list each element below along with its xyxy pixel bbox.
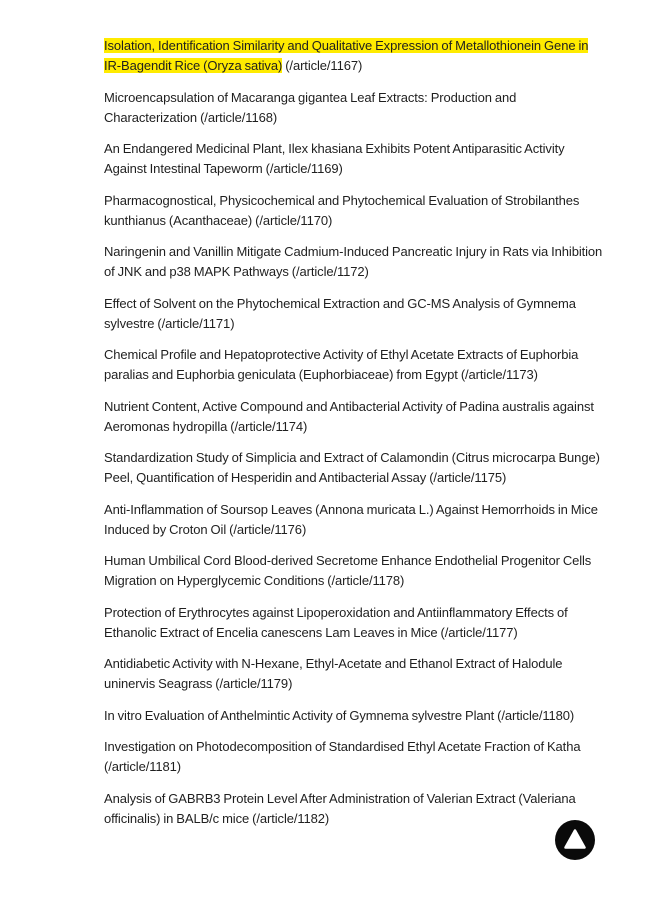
article-title[interactable]: Chemical Profile and Hepatoprotective Activity of Ethyl Acetate Extracts of Euphorbia paralias and Euphorbia geniculata (Euphorbiaceae) from Egypt bbox=[104, 347, 579, 382]
article-item-1176[interactable] bbox=[104, 500, 604, 540]
article-path[interactable]: (/article/1174) bbox=[230, 418, 308, 434]
article-path[interactable]: (/article/1181) bbox=[104, 759, 182, 774]
article-path[interactable]: (/article/1180) bbox=[497, 707, 575, 723]
article-title[interactable]: Human Umbilical Cord Blood-derived Secretome Enhance Endothelial Progenitor Cells Migration on Hyperglycemic Conditions bbox=[104, 553, 592, 588]
article-item-1178[interactable] bbox=[104, 551, 604, 591]
article-link[interactable] bbox=[104, 347, 578, 382]
article-link[interactable] bbox=[104, 296, 576, 331]
article-path[interactable]: (/article/1169) bbox=[265, 161, 343, 176]
article-path[interactable]: (/article/1167) bbox=[285, 58, 363, 73]
article-item-1175[interactable] bbox=[104, 448, 604, 488]
article-link[interactable] bbox=[104, 739, 580, 774]
article-path[interactable]: (/article/1175) bbox=[429, 470, 507, 485]
article-title[interactable]: Anti-Inflammation of Soursop Leaves (Annona muricata L.) Against Hemorrhoids in Mice Induced by Croton Oil bbox=[104, 501, 598, 537]
article-title[interactable]: Naringenin and Vanillin Mitigate Cadmium-Induced Pancreatic Injury in Rats via Inhibition of JNK and p38 MAPK Pathways bbox=[104, 244, 603, 279]
article-item-1182[interactable] bbox=[104, 789, 604, 829]
article-link[interactable] bbox=[104, 656, 562, 691]
article-link[interactable] bbox=[104, 605, 568, 640]
article-path[interactable]: (/article/1168) bbox=[200, 109, 278, 125]
article-item-1173[interactable] bbox=[104, 345, 604, 385]
article-link[interactable] bbox=[104, 791, 576, 826]
article-item-1180[interactable] bbox=[104, 706, 604, 726]
article-title[interactable]: Investigation on Photodecomposition of Standardised Ethyl Acetate Fraction of Katha bbox=[104, 739, 581, 754]
article-title[interactable]: Antidiabetic Activity with N-Hexane, Ethyl-Acetate and Ethanol Extract of Halodule uninervis Seagrass bbox=[104, 656, 563, 691]
article-path[interactable]: (/article/1172) bbox=[291, 264, 369, 279]
article-link[interactable] bbox=[104, 708, 574, 723]
article-link[interactable] bbox=[104, 502, 598, 537]
article-path[interactable]: (/article/1171) bbox=[157, 315, 235, 331]
article-link[interactable] bbox=[104, 90, 516, 125]
article-title[interactable]: An Endangered Medicinal Plant, Ilex khasiana Exhibits Potent Antiparasitic Activity Against Intestinal Tapeworm bbox=[104, 141, 565, 176]
scroll-to-top-button[interactable] bbox=[555, 820, 595, 860]
article-item-1174[interactable] bbox=[104, 397, 604, 437]
triangle-up-icon bbox=[555, 820, 595, 860]
article-title[interactable]: Effect of Solvent on the Phytochemical Extraction and GC-MS Analysis of Gymnema sylvestre bbox=[104, 295, 576, 331]
article-path[interactable]: (/article/1173) bbox=[460, 367, 538, 382]
article-item-1168[interactable] bbox=[104, 88, 604, 128]
article-path[interactable]: (/article/1170) bbox=[255, 212, 333, 228]
article-item-1167[interactable] bbox=[104, 36, 604, 76]
article-link[interactable] bbox=[104, 38, 588, 73]
article-link[interactable] bbox=[104, 244, 602, 279]
article-link[interactable] bbox=[104, 450, 600, 485]
article-title[interactable]: Standardization Study of Simplicia and Extract of Calamondin (Citrus microcarpa Bunge) Peel, Quantification of Hesperidin and Antibacterial Assay bbox=[104, 450, 600, 485]
article-link[interactable] bbox=[104, 553, 591, 588]
article-link[interactable] bbox=[104, 399, 594, 434]
article-title[interactable]: Pharmacognostical, Physicochemical and Phytochemical Evaluation of Strobilanthes kunthianus (Acanthaceae) bbox=[104, 192, 580, 228]
article-link[interactable] bbox=[104, 141, 565, 176]
article-title[interactable]: Nutrient Content, Active Compound and Antibacterial Activity of Padina australis against Aeromonas hydropilla bbox=[104, 398, 594, 434]
article-list bbox=[104, 36, 604, 840]
article-title[interactable]: In vitro Evaluation of Anthelmintic Activity of Gymnema sylvestre Plant bbox=[104, 707, 495, 723]
article-item-1170[interactable] bbox=[104, 191, 604, 231]
article-path[interactable]: (/article/1177) bbox=[440, 624, 518, 640]
article-title[interactable]: Isolation, Identification Similarity and Qualitative Expression of Metallothionein Gene in IR-Bagendit Rice (Oryza sativa) bbox=[104, 38, 589, 73]
article-item-1181[interactable] bbox=[104, 737, 604, 777]
article-path[interactable]: (/article/1182) bbox=[252, 810, 330, 826]
article-title[interactable]: Microencapsulation of Macaranga gigantea Leaf Extracts: Production and Characterization bbox=[104, 89, 517, 125]
article-path[interactable]: (/article/1178) bbox=[327, 573, 405, 588]
article-item-1179[interactable] bbox=[104, 654, 604, 694]
article-title[interactable]: Analysis of GABRB3 Protein Level After Administration of Valerian Extract (Valeriana officinalis) in BALB/c mice bbox=[104, 790, 576, 826]
article-link[interactable] bbox=[104, 193, 579, 228]
article-title[interactable]: Protection of Erythrocytes against Lipoperoxidation and Antiinflammatory Effects of Ethanolic Extract of Encelia canescens Lam Leaves in Mice bbox=[104, 604, 568, 640]
article-path[interactable]: (/article/1179) bbox=[215, 676, 293, 691]
article-item-1177[interactable] bbox=[104, 603, 604, 643]
article-item-1171[interactable] bbox=[104, 294, 604, 334]
article-item-1172[interactable] bbox=[104, 242, 604, 282]
article-item-1169[interactable] bbox=[104, 139, 604, 179]
article-path[interactable]: (/article/1176) bbox=[229, 521, 307, 537]
